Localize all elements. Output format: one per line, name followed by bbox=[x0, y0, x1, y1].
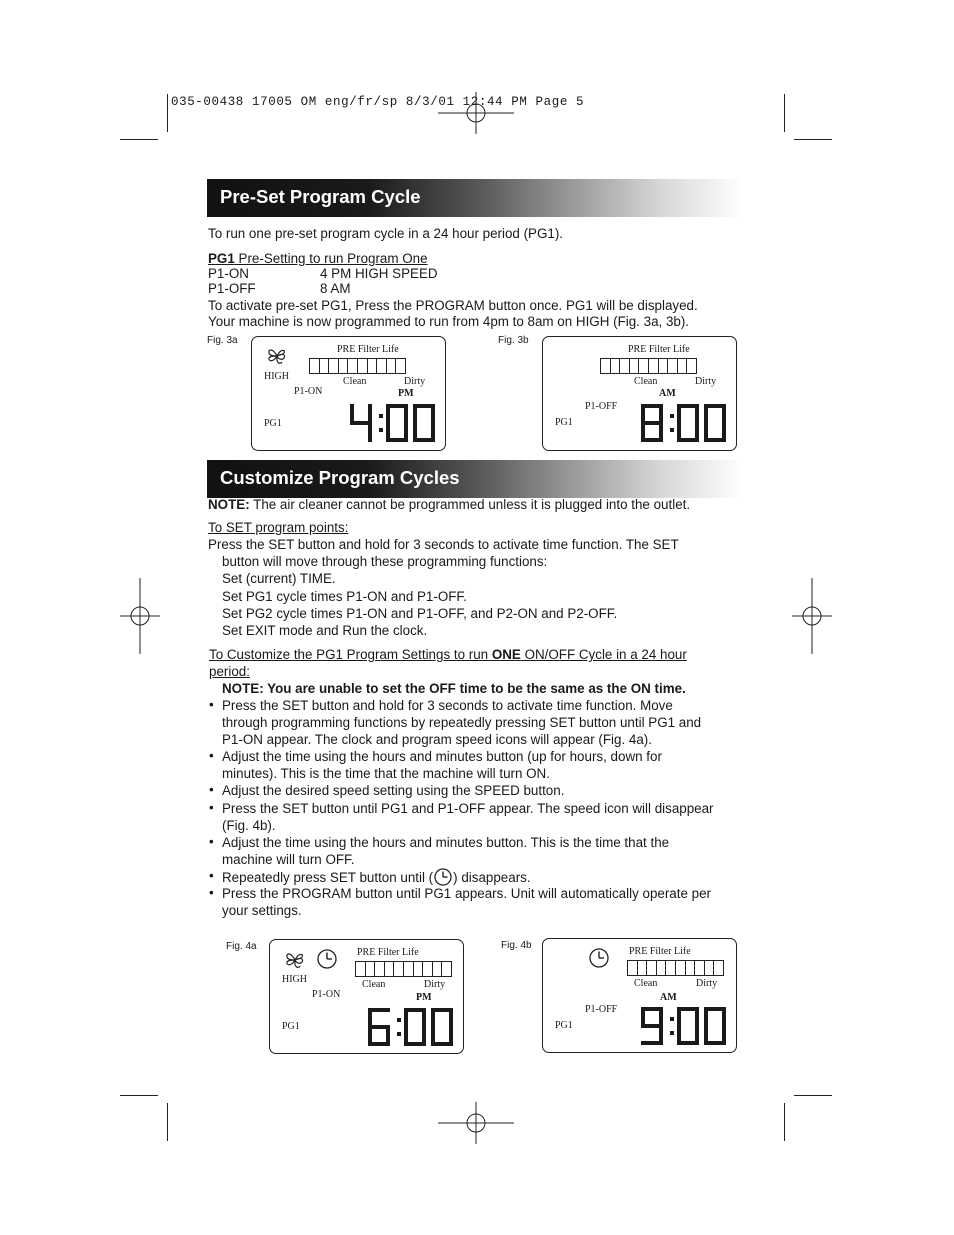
bullet-text: P1-ON appear. The clock and program speed icons will appear (Fig. 4a). bbox=[222, 732, 652, 747]
digit-segment bbox=[386, 404, 390, 423]
digit-segment bbox=[641, 1007, 645, 1026]
digit-segment bbox=[695, 1007, 699, 1026]
crop-mark bbox=[167, 1103, 168, 1141]
digit-segment bbox=[368, 423, 372, 442]
digit-segment bbox=[431, 1008, 435, 1027]
bullet: • bbox=[209, 697, 214, 712]
time-digits bbox=[641, 1006, 727, 1046]
set-points-heading: To SET program points: bbox=[208, 520, 349, 535]
body-text: Press the SET button and hold for 3 seconds to activate time function. The SET bbox=[208, 537, 679, 552]
mode-label: P1-ON bbox=[312, 989, 341, 1000]
fan-icon bbox=[283, 949, 307, 971]
bullet: • bbox=[209, 800, 214, 815]
bullet-text: through programming functions by repeatedly pressing SET button until PG1 and bbox=[222, 715, 702, 730]
bullet-text: Press the PROGRAM button until PG1 appears. Unit will automatically operate per bbox=[222, 886, 711, 901]
dirty-label: Dirty bbox=[696, 978, 718, 989]
time-digits bbox=[350, 403, 436, 443]
section-header-preset bbox=[207, 179, 743, 217]
speed-label: HIGH bbox=[282, 974, 307, 985]
registration-mark bbox=[438, 92, 514, 134]
digit-segment bbox=[677, 423, 681, 442]
digit-segment bbox=[677, 1007, 681, 1026]
digit-segment bbox=[641, 404, 645, 423]
intro-text: To run one pre-set program cycle in a 24 hour period (PG1). bbox=[208, 226, 564, 241]
digit-segment bbox=[431, 1027, 435, 1046]
digit-segment bbox=[413, 404, 417, 423]
note-bold: NOTE: You are unable to set the OFF time to be the same as the ON time. bbox=[222, 681, 686, 696]
colon-dot bbox=[670, 1031, 674, 1035]
registration-mark bbox=[120, 578, 160, 654]
p1off-value: 8 AM bbox=[320, 281, 351, 296]
body-text: Your machine is now programmed to run from 4pm to 8am on HIGH (Fig. 3a, 3b). bbox=[208, 314, 690, 329]
digit-segment bbox=[722, 404, 726, 423]
dirty-label: Dirty bbox=[424, 979, 446, 990]
bullet-text: machine will turn OFF. bbox=[222, 852, 355, 867]
digit-segment bbox=[641, 1024, 663, 1028]
fan-icon bbox=[265, 345, 289, 367]
speed-label: HIGH bbox=[264, 371, 289, 382]
digit-segment bbox=[677, 404, 681, 423]
digit-segment bbox=[431, 404, 435, 423]
clock-icon bbox=[316, 948, 338, 970]
filter-life-label: PRE Filter Life bbox=[628, 344, 690, 355]
bullet-text: (Fig. 4b). bbox=[222, 818, 276, 833]
ampm-label: AM bbox=[660, 992, 677, 1003]
filter-life-bar bbox=[627, 960, 724, 976]
crop-mark bbox=[794, 1095, 832, 1096]
body-text: Set PG2 cycle times P1-ON and P1-OFF, and P2-ON and P2-OFF. bbox=[222, 606, 618, 621]
body-text: button will move through these programming functions: bbox=[222, 554, 548, 569]
bullet-text: Adjust the time using the hours and minutes button. This is the time that the bbox=[222, 835, 670, 850]
lcd-display-fig3a bbox=[251, 336, 446, 451]
bullet: • bbox=[209, 885, 214, 900]
program-label: PG1 bbox=[555, 1020, 573, 1031]
digit-segment bbox=[368, 1008, 372, 1027]
clean-label: Clean bbox=[634, 978, 658, 989]
filter-life-label: PRE Filter Life bbox=[337, 344, 399, 355]
dirty-label: Dirty bbox=[404, 376, 426, 387]
crop-mark bbox=[784, 94, 785, 132]
crop-mark bbox=[120, 1095, 158, 1096]
bullet: • bbox=[209, 748, 214, 763]
colon-dot bbox=[397, 1032, 401, 1036]
note-text: NOTE: The air cleaner cannot be programmed unless it is plugged into the outlet. bbox=[208, 497, 691, 512]
p1on-value: 4 PM HIGH SPEED bbox=[320, 266, 438, 281]
digit-segment bbox=[704, 404, 708, 423]
bullet: • bbox=[209, 868, 214, 883]
ampm-label: PM bbox=[398, 388, 414, 399]
colon-dot bbox=[670, 1017, 674, 1021]
section-title: Customize Program Cycles bbox=[220, 467, 460, 488]
customize-heading: To Customize the PG1 Program Settings to run ONE ON/OFF Cycle in a 24 hour bbox=[209, 647, 687, 662]
digit-segment bbox=[386, 1027, 390, 1046]
digit-segment bbox=[404, 404, 408, 423]
dirty-label: Dirty bbox=[695, 376, 717, 387]
bullet-text: minutes). This is the time that the machine will turn ON. bbox=[222, 766, 550, 781]
digit-segment bbox=[422, 1008, 426, 1027]
digit-segment bbox=[404, 1008, 408, 1027]
filter-life-label: PRE Filter Life bbox=[629, 946, 691, 957]
lcd-display-fig4b bbox=[542, 938, 737, 1053]
crop-mark bbox=[794, 139, 832, 140]
digit-segment bbox=[704, 1026, 708, 1045]
bullet-text: Press the SET button and hold for 3 seconds to activate time function. Move bbox=[222, 698, 673, 713]
lcd-display-fig3b bbox=[542, 336, 737, 451]
figure-label: Fig. 4b bbox=[501, 940, 532, 951]
bullet: • bbox=[209, 782, 214, 797]
digit-segment bbox=[641, 423, 645, 442]
digit-segment bbox=[449, 1008, 453, 1027]
digit-segment bbox=[704, 423, 708, 442]
registration-mark bbox=[438, 1102, 514, 1144]
colon-dot bbox=[379, 414, 383, 418]
time-digits bbox=[368, 1007, 454, 1047]
printer-slug: 035-00438 17005 OM eng/fr/sp 8/3/01 12:44 PM Page 5 bbox=[171, 95, 585, 109]
bullet: • bbox=[209, 834, 214, 849]
section-title: Pre-Set Program Cycle bbox=[220, 186, 421, 207]
time-digits bbox=[641, 403, 727, 443]
figure-label: Fig. 4a bbox=[226, 941, 257, 952]
digit-segment bbox=[413, 423, 417, 442]
body-text: Set PG1 cycle times P1-ON and P1-OFF. bbox=[222, 589, 467, 604]
filter-life-bar bbox=[600, 358, 697, 374]
clean-label: Clean bbox=[343, 376, 367, 387]
program-label: PG1 bbox=[282, 1021, 300, 1032]
digit-segment bbox=[386, 423, 390, 442]
mode-label: P1-ON bbox=[294, 386, 323, 397]
customize-heading-cont: period: bbox=[209, 664, 250, 679]
filter-life-label: PRE Filter Life bbox=[357, 947, 419, 958]
digit-segment bbox=[659, 1007, 663, 1026]
clean-label: Clean bbox=[634, 376, 658, 387]
lcd-display-fig4a bbox=[269, 939, 464, 1054]
digit-segment bbox=[677, 1026, 681, 1045]
colon-dot bbox=[670, 428, 674, 432]
bullet-text: Adjust the time using the hours and minutes button (up for hours, down for bbox=[222, 749, 662, 764]
colon-dot bbox=[397, 1018, 401, 1022]
p1off-label: P1-OFF bbox=[208, 281, 256, 296]
clean-label: Clean bbox=[362, 979, 386, 990]
bullet-text: Adjust the desired speed setting using the SPEED button. bbox=[222, 783, 565, 798]
mode-label: P1-OFF bbox=[585, 401, 618, 412]
bullet-text: Repeatedly press SET button until ( ) disappears. bbox=[222, 870, 531, 885]
registration-mark bbox=[792, 578, 832, 654]
body-text: Set EXIT mode and Run the clock. bbox=[222, 623, 428, 638]
mode-label: P1-OFF bbox=[585, 1004, 618, 1015]
digit-segment bbox=[722, 1007, 726, 1026]
colon-dot bbox=[670, 414, 674, 418]
program-label: PG1 bbox=[555, 417, 573, 428]
digit-segment bbox=[659, 404, 663, 423]
digit-segment bbox=[641, 1041, 663, 1045]
digit-segment bbox=[368, 404, 372, 423]
pg1-subheading: PG1 Pre-Setting to run Program One bbox=[208, 251, 428, 266]
crop-mark bbox=[120, 139, 158, 140]
p1on-label: P1-ON bbox=[208, 266, 249, 281]
ampm-label: AM bbox=[659, 388, 676, 399]
digit-segment bbox=[641, 421, 663, 425]
clock-icon bbox=[433, 868, 453, 886]
bullet-text: your settings. bbox=[222, 903, 302, 918]
figure-label: Fig. 3a bbox=[207, 335, 238, 346]
digit-segment bbox=[695, 404, 699, 423]
body-text: Set (current) TIME. bbox=[222, 571, 336, 586]
ampm-label: PM bbox=[416, 992, 432, 1003]
crop-mark bbox=[784, 1103, 785, 1141]
colon-dot bbox=[379, 428, 383, 432]
body-text: To activate pre-set PG1, Press the PROGRAM button once. PG1 will be displayed. bbox=[208, 298, 698, 313]
crop-mark bbox=[167, 94, 168, 132]
figure-label: Fig. 3b bbox=[498, 335, 529, 346]
section-header-customize bbox=[207, 460, 743, 498]
digit-segment bbox=[404, 1027, 408, 1046]
bullet-text: Press the SET button until PG1 and P1-OFF appear. The speed icon will disappear bbox=[222, 801, 714, 816]
program-label: PG1 bbox=[264, 418, 282, 429]
digit-segment bbox=[350, 404, 354, 423]
filter-life-bar bbox=[309, 358, 406, 374]
filter-life-bar bbox=[355, 961, 452, 977]
clock-icon bbox=[588, 947, 610, 969]
digit-segment bbox=[704, 1007, 708, 1026]
